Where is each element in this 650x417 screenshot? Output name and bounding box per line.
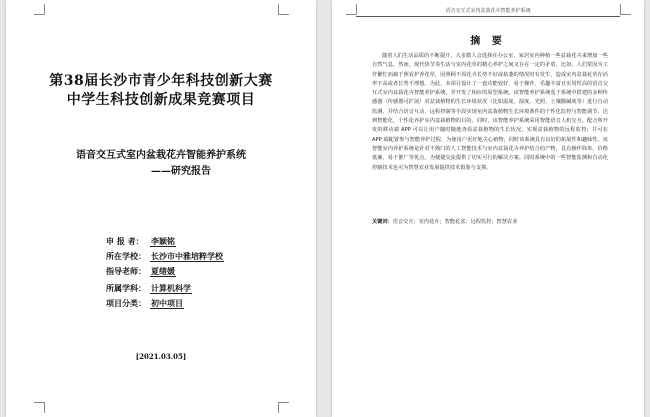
info-row-advisor [106,266,176,277]
info-value: 长沙市中雅培粹学校 [151,251,223,261]
crop-mark-top-left [34,4,45,15]
info-label: 指导老师： [106,266,146,276]
info-value: 李颖铭 [151,236,175,246]
abstract-heading: 摘 要 [470,36,506,47]
info-value: 初中项目 [151,298,183,308]
info-row-discipline [106,283,192,294]
keywords-label: 关键词： [372,219,393,225]
cover-page [6,0,316,417]
info-row-applicant [106,236,176,247]
running-header: 语音交互式室内盆栽花卉智能养护系统 [445,8,531,14]
info-label: 所在学校： [106,251,146,261]
crop-mark-top-right [278,4,289,15]
abstract-body: 随着人们生活品质的不断提升，大多数人会选择在办公室、家居室内种植一些盆栽花卉来增加一些自然气息，然而，现代快节奏生活与室内花草的精心养护之间又存在一定的矛盾。比如，人们常因为工作繁忙而疏于照看护养花草，因照顾不周花卉长势不好或枯萎的情况时有发生，造成室内盆栽花草存活率不高或者长势不理想。为此，本项目设计了一套功能较好、易于操作、乐趣丰富且实用性高的语音交互式室内盆栽花卉智能养护系统，并开发了相应的原型系统。该智能养护系统基于系统中搭建的多种传感器（传感器可扩展）对盆栽植物的生长环境状况（比如温度、湿度、光照、土壤酸碱度等）进行自动监测，并结合语音互动、远程控制等手段实现室内盆栽植物生长环境条件的个性化监控与智能调节，达到智能化、个性化养护室内盆栽植物的目的。同时，该智能养护系统采用智能语音人机交互，配合所开发的移动端 APP 可以让用户随时随地查看盆栽植物的生长状况，实现盆栽植物的远程监控；并可在 APP 端配置参与智能养护过程，为使用户更好地关心植物，同时该系统具有良好的拓展性和趣味性。该智能室内养护系统是针对不熟门的人工智能技术与室内盆栽花卉养护结合的产物，具有操作简单、价格低廉、易于推广等优点，为便捷交流提供了切实可行的解决方案。同时系统中的一些智能监测和自动化控制技术也可为智慧农业发展提供技术借鉴与支撑。 [372,53,608,171]
info-value: 夏绪媛 [151,266,175,276]
project-title: 语音交互式室内盆栽花卉智能养护系统 [76,150,246,161]
keywords-value: 语音交互；室内花卉；智能花盆；远程监控；智慧农业 [392,219,518,225]
project-subtitle: ——研究报告 [151,166,211,177]
header-divider [356,16,620,17]
report-date: [2021.03.05] [135,352,187,361]
crop-mark-top-left [346,4,357,15]
info-row-category [106,298,184,309]
keywords [372,218,608,225]
info-label: 申 报 者： [106,236,144,246]
crop-mark-bottom-left [34,402,45,413]
info-label: 所属学科： [106,283,146,293]
info-value: 计算机科学 [151,283,191,293]
crop-mark-bottom-right [278,402,289,413]
info-row-school [106,251,224,262]
info-label: 项目分类： [106,298,146,308]
competition-title-line2: 中学生科技创新成果竞赛项目 [66,92,256,108]
abstract-page [332,0,644,417]
crop-mark-top-right [620,4,631,15]
competition-title-line1: 第38届长沙市青少年科技创新大赛 [49,73,273,89]
